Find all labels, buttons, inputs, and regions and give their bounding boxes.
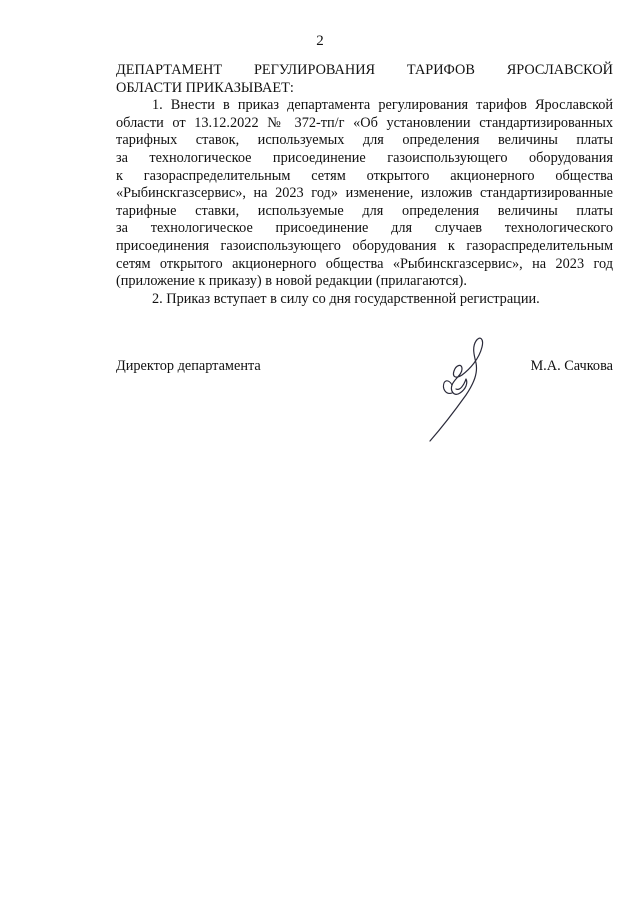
paragraph-1-line: к газораспределительным сетям открытого акционерного общества (116, 167, 613, 184)
paragraph-1-line: области от 13.12.2022 № 372-тп/г «Об установлении стандартизированных (116, 114, 613, 131)
paragraph-1-line: сетям открытого акционерного общества «Рыбинскгазсервис», на 2023 год (116, 255, 613, 272)
page-number: 2 (316, 33, 324, 49)
paragraph-1-line: тарифные ставки, используемые для определения величины платы (116, 202, 613, 219)
signatory-title: Директор департамента (116, 358, 261, 374)
paragraph-1-line: 1. Внести в приказ департамента регулирования тарифов Ярославской (152, 97, 613, 114)
heading-line: ОБЛАСТИ ПРИКАЗЫВАЕТ: (116, 79, 294, 96)
signatory-name: М.А. Сачкова (530, 358, 613, 374)
order-body (116, 62, 613, 308)
paragraph-1-line: (приложение к приказу) в новой редакции (прилагаются). (116, 273, 467, 290)
paragraph-1-line: тарифных ставок, используемых для определения величины платы (116, 132, 613, 149)
paragraph-1-line: за технологическое присоединение газоиспользующего оборудования (116, 149, 613, 166)
handwritten-signature (416, 333, 506, 445)
paragraph-1-line: присоединения газоиспользующего оборудования к газораспределительным (116, 237, 613, 254)
paragraph-1-line: за технологическое присоединение для случаев технологического (116, 220, 613, 237)
heading-line: ДЕПАРТАМЕНТ РЕГУЛИРОВАНИЯ ТАРИФОВ ЯРОСЛАВСКОЙ (116, 62, 613, 78)
signature-block (116, 358, 613, 378)
paragraph-2: 2. Приказ вступает в силу со дня государственной регистрации. (152, 290, 540, 307)
paragraph-1-line: «Рыбинскгазсервис», на 2023 год» изменение, изложив стандартизированные (116, 185, 613, 202)
